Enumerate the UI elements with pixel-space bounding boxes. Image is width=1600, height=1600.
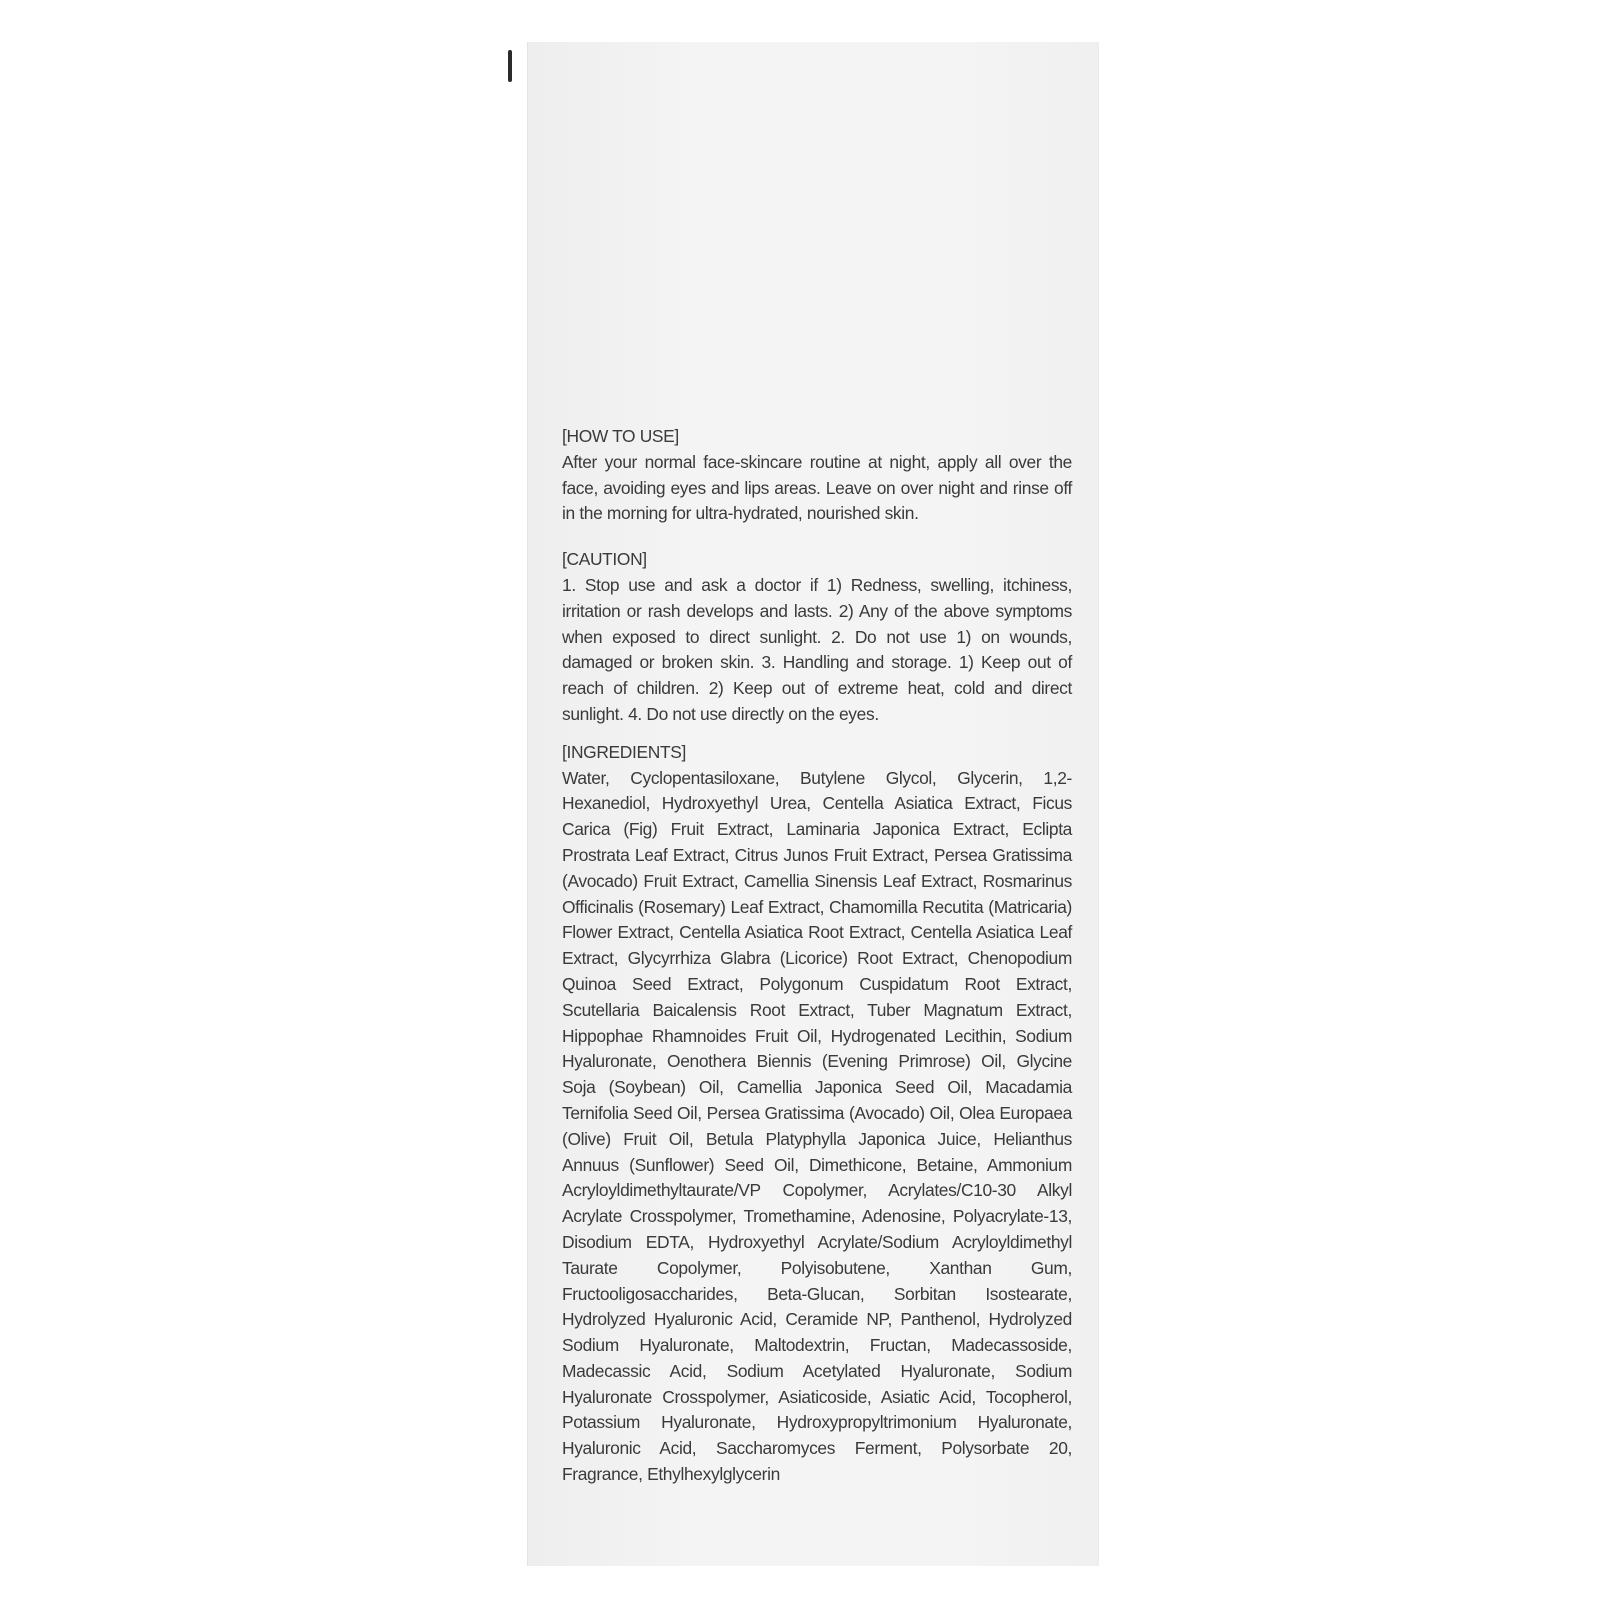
how-to-use-text: After your normal face-skincare routine at night, apply all over the face, avoiding eyes and lips areas. Leave on over night and rinse off in the morning for ultra-hydrated, nourished skin. <box>562 451 1072 524</box>
how-to-use-heading: [HOW TO USE] <box>562 426 679 446</box>
caution-text: 1. Stop use and ask a doctor if 1) Redness, swelling, itchiness, irritation or rash develops and lasts. 2) Any of the above symptoms when exposed to direct sunlight. 2. Do not use 1) on wounds, damaged or broken skin. 3. Handling and storage. 1) Keep out of reach of children. 2) Keep out of extreme heat, cold and direct sunlight. 4. Do not use directly on the eyes. <box>562 574 1072 724</box>
label-text-block <box>562 424 1072 1488</box>
ingredients-text: Water, Cyclopentasiloxane, Butylene Glycol, Glycerin, 1,2-Hexanediol, Hydroxyethyl Urea, Centella Asiatica Extract, Ficus Carica (Fig) Fruit Extract, Laminaria Japonica Extract, Eclipta Prostrata Leaf Extract, Citrus Junos Fruit Extract, Persea Gratissima (Avocado) Fruit Extract, Camellia Sinensis Leaf Extract, Rosmarinus Officinalis (Rosemary) Leaf Extract, Chamomilla Recutita (Matricaria) Flower Extract, Centella Asiatica Root Extract, Centella Asiatica Leaf Extract, Glycyrrhiza Glabra (Licorice) Root Extract, Chenopodium Quinoa Seed Extract, Polygonum Cuspidatum Root Extract, Scutellaria Baicalensis Root Extract, Tuber Magnatum Extract, Hippophae Rhamnoides Fruit Oil, Hydrogenated Lecithin, Sodium Hyaluronate, Oenothera Biennis (Evening Primrose) Oil, Glycine Soja (Soybean) Oil, Camellia Japonica Seed Oil, Macadamia Ternifolia Seed Oil, Persea Gratissima (Avocado) Oil, Olea Europaea (Olive) Fruit Oil, Betula Platyphylla Japonica Juice, Helianthus Annuus (Sunflower) Seed Oil, Dimethicone, Betaine, Ammonium Acryloyldimethyltaurate/VP Copolymer, Acrylates/C10-30 Alkyl Acrylate Crosspolymer, Tromethamine, Adenosine, Polyacrylate-13, Disodium EDTA, Hydroxyethyl Acrylate/Sodium Acryloyldimethyl Taurate Copolymer, Polyisobutene, Xanthan Gum, Fructooligosaccharides, Beta-Glucan, Sorbitan Isostearate, Hydrolyzed Hyaluronic Acid, Ceramide NP, Panthenol, Hydrolyzed Sodium Hyaluronate, Maltodextrin, Fructan, Madecassoside, Madecassic Acid, Sodium Acetylated Hyaluronate, Sodium Hyaluronate Crosspolymer, Asiaticoside, Asiatic Acid, Tocopherol, Potassium Hyaluronate, Hydroxypropyltrimonium Hyaluronate, Hyaluronic Acid, Saccharomyces Ferment, Polysorbate 20, Fragrance, Ethylhexylglycerin <box>562 767 1072 1485</box>
ingredients-section <box>562 740 1072 1488</box>
ingredients-heading: [INGREDIENTS] <box>562 741 686 762</box>
caution-section <box>562 547 1072 728</box>
how-to-use-section <box>562 424 1072 527</box>
box-edge-mark <box>508 50 512 82</box>
caution-heading: [CAUTION] <box>562 549 647 570</box>
